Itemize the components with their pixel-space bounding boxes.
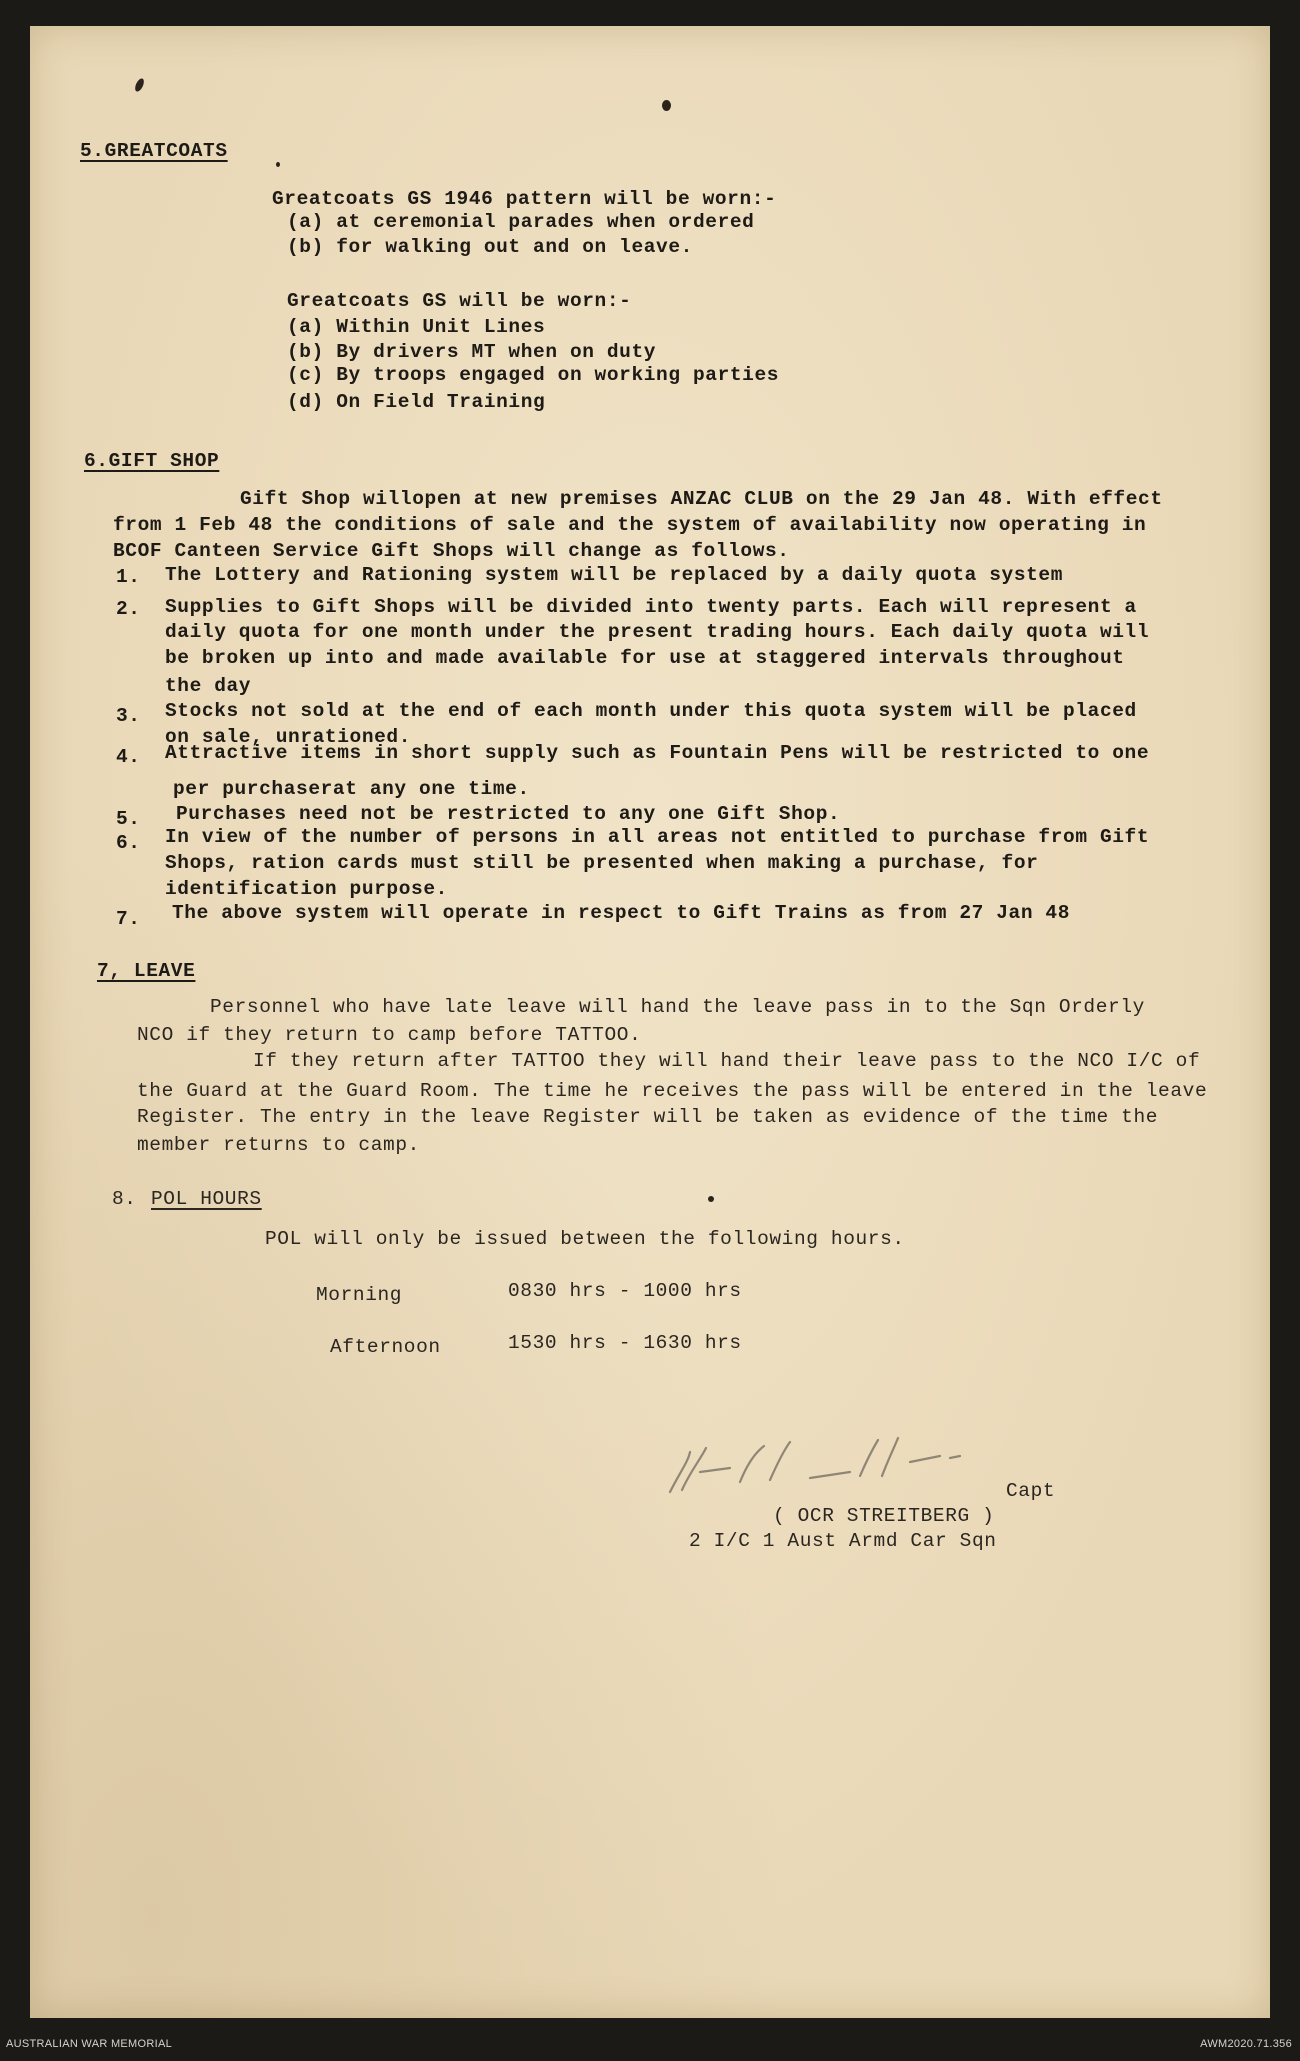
pol-intro: POL will only be issued between the following hours. (265, 1228, 905, 1250)
leave-para-line: NCO if they return to camp before TATTOO. (137, 1024, 642, 1046)
list-number: 6. (116, 832, 141, 854)
list-item-line: Purchases need not be restricted to any one Gift Shop. (176, 803, 841, 825)
list-item-line: The above system will operate in respect to Gift Trains as from 27 Jan 48 (172, 902, 1071, 924)
pol-row-time: 1530 hrs - 1630 hrs (508, 1332, 742, 1354)
pol-row-label: Afternoon (330, 1336, 441, 1358)
leave-para-line: the Guard at the Guard Room. The time he receives the pass will be entered in the leave (137, 1080, 1208, 1102)
list-item-line: be broken up into and made available for use at staggered intervals throughout (165, 647, 1125, 669)
greatcoats-item-b: (b) for walking out and on leave. (287, 236, 693, 258)
list-item-line: per purchaserat any one time. (173, 778, 530, 800)
document-page (30, 26, 1270, 2018)
pol-row-label: Morning (316, 1284, 403, 1306)
footer-source: AUSTRALIAN WAR MEMORIAL (6, 2038, 173, 2050)
list-number: 2. (116, 598, 141, 620)
list-item-line: The Lottery and Rationing system will be replaced by a daily quota system (165, 564, 1064, 586)
gift-shop-para-line: BCOF Canteen Service Gift Shops will change as follows. (113, 540, 790, 562)
greatcoats-item-2d: (d) On Field Training (287, 391, 546, 413)
section-6-heading: 6.GIFT SHOP (84, 450, 220, 472)
list-item-line: daily quota for one month under the present trading hours. Each daily quota will (165, 621, 1150, 643)
section-7-heading: 7, LEAVE (97, 960, 196, 982)
leave-para-line: Personnel who have late leave will hand the leave pass in to the Sqn Orderly (210, 996, 1145, 1018)
gift-shop-para-line: from 1 Feb 48 the conditions of sale and the system of availability now operating in (113, 514, 1147, 536)
section-8-heading: POL HOURS (151, 1188, 262, 1210)
greatcoats-item-2b: (b) By drivers MT when on duty (287, 341, 657, 363)
list-number: 5. (116, 808, 141, 830)
list-number: 1. (116, 566, 141, 588)
section-5-heading: 5.GREATCOATS (80, 140, 228, 162)
list-item-line: identification purpose. (165, 878, 448, 900)
list-item-line: In view of the number of persons in all areas not entitled to purchase from Gift (165, 826, 1150, 848)
greatcoats-item-a: (a) at ceremonial parades when ordered (287, 211, 755, 233)
leave-para-line: Register. The entry in the leave Register will be taken as evidence of the time the (137, 1106, 1159, 1128)
greatcoats-intro-1: Greatcoats GS 1946 pattern will be worn:- (272, 188, 777, 210)
greatcoats-item-2a: (a) Within Unit Lines (287, 316, 546, 338)
list-number: 3. (116, 705, 141, 727)
list-item-line: the day (165, 675, 252, 697)
leave-para-line: member returns to camp. (137, 1134, 420, 1156)
list-item-line: Stocks not sold at the end of each month under this quota system will be placed (165, 700, 1137, 722)
signature-rank: Capt (1006, 1480, 1056, 1502)
gift-shop-para-line: Gift Shop willopen at new premises ANZAC CLUB on the 29 Jan 48. With effect (240, 488, 1163, 510)
footer-accession: AWM2020.71.356 (1200, 2038, 1292, 2050)
list-item-line: Supplies to Gift Shops will be divided into twenty parts. Each will represent a (165, 596, 1137, 618)
ink-speck (708, 1196, 714, 1202)
ink-speck (662, 100, 671, 111)
signature-appointment: 2 I/C 1 Aust Armd Car Sqn (689, 1530, 997, 1552)
list-number: 7. (116, 908, 141, 930)
list-item-line: Shops, ration cards must still be presented when making a purchase, for (165, 852, 1039, 874)
section-8-number: 8. (112, 1188, 137, 1210)
leave-para-line: If they return after TATTOO they will hand their leave pass to the NCO I/C of (253, 1050, 1201, 1072)
greatcoats-item-2c: (c) By troops engaged on working parties (287, 364, 780, 386)
ink-speck (276, 162, 280, 167)
greatcoats-intro-2: Greatcoats GS will be worn:- (287, 290, 632, 312)
list-item-line: on sale, unrationed. (165, 726, 412, 748)
list-item-line: Attractive items in short supply such as Fountain Pens will be restricted to one (165, 742, 1150, 764)
signature-name: ( OCR STREITBERG ) (773, 1505, 995, 1527)
handwritten-signature (660, 1432, 1020, 1504)
pol-row-time: 0830 hrs - 1000 hrs (508, 1280, 742, 1302)
list-number: 4. (116, 746, 141, 768)
